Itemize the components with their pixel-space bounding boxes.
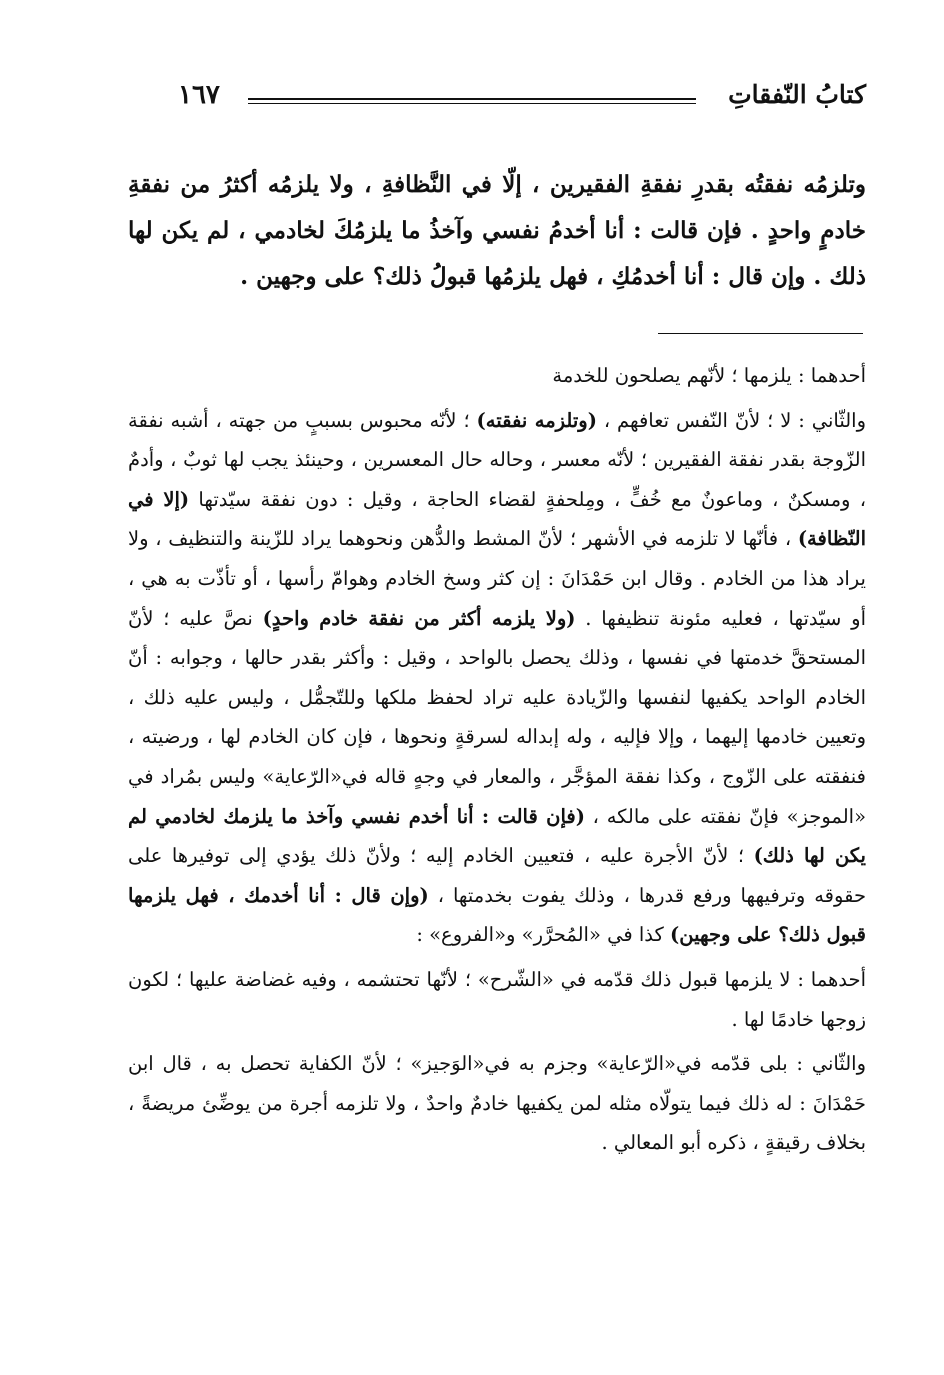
commentary-text: نصَّ عليه ؛ لأنّ المستحقَّ خدمتها في نفسها ، وذلك يحصل بالواحد ، وقيل : وأكثر بقدر حالها ، وجوابه : أنّ الخادم الواحد يكفيها لنفسها والزّيادة عليه تراد لحفظ ملكها وللتّجمُّل ، وليس عليه ذلك ، وتعيين خادمها إليهما ، وإلا فإليه ، وله إبداله لسرقةٍ ونحوها ، فإن كان الخادم لها ، ورضيته ، فنفقته على الزّوج ، وكذا نفقة المؤجَّر ، والمعار في وجهٍ قاله في«الرّعاية» وليس بمُراد في «الموجز» فإنّ نفقته على مالكه ، xyxy=(128,606,866,828)
quoted-matn-text: (إلا في النّظافة) xyxy=(128,487,866,551)
quoted-matn-text: (ولا يلزمه أكثر من نفقة خادم واحدٍ) xyxy=(262,606,576,630)
commentary-text: والثّاني : بلى قدّمه في«الرّعاية» وجزم به في«الوَجيز» ؛ لأنّ الكفاية تحصل به ، قال ابن حَمْدَانَ : له ذلك فيما يتولّاه مثله لمن يكفيها خادمٌ واحدٌ ، ولا تلزمه أجرة من يوضِّئ مريضةً ، بخلاف رقيقةٍ ، ذكره أبو المعالي . xyxy=(128,1052,866,1155)
page-header xyxy=(128,78,866,118)
footnote-divider xyxy=(658,333,863,334)
quoted-matn-text: (وتلزمه نفقته) xyxy=(476,408,597,432)
commentary-text: أحدهما : يلزمها ؛ لأنّهم يصلحون للخدمة xyxy=(552,364,866,387)
commentary-text: كذا في «المُحرَّر» و«الفروع» : xyxy=(416,923,671,947)
main-text: وتلزمُه نفقتُه بقدرِ نفقةِ الفقيرين ، إلّا في النَّظافةِ ، ولا يلزمُه أكثرُ من نفقةِ خادمٍ واحدٍ . فإن قالت : أنا أخدمُ نفسي وآخذُ ما يلزمُكَ لخادمي ، لم يكن لها ذلك . وإن قال : أنا أخدمُكِ ، فهل يلزمُها قبولُ ذلك؟ على وجهين . xyxy=(128,171,866,290)
commentary xyxy=(128,356,866,1163)
commentary-paragraph xyxy=(128,356,866,396)
book-title: كتابُ النّفقاتِ xyxy=(728,80,866,109)
page-number: ١٦٧ xyxy=(178,80,220,110)
header-rule xyxy=(248,98,696,104)
commentary-text: أحدهما : لا يلزمها قبول ذلك قدّمه في «الشّرح» ؛ لأنّها تحتشمه ، وفيه غضاضة عليها ؛ لكون زوجها خادمًا لها . xyxy=(128,967,866,1031)
commentary-text: ، فأنّها لا تلزمه في الأشهر ؛ لأنّ المشط والدُّهن ونحوهما يراد للزّينة والتنظيف ، ولا يراد هذا من الخادم . وقال ابن حَمْدَانَ : إن كثر وسخ الخادم وهوامّ رأسها ، أو تأذّت به هي ، أو سيّدتها ، فعليه مئونة تنظيفها . xyxy=(128,527,866,630)
quoted-matn-text: (فإن قالت : أنا أخدم نفسي وآخذ ما يلزمك لخادمي لم يكن لها ذلك) xyxy=(128,804,866,868)
commentary-paragraph xyxy=(128,960,866,1039)
commentary-text: ؛ لأنّه محبوس بسببٍ من جهته ، أشبه نفقة الزّوجة بقدر نفقة الفقيرين ؛ لأنّه معسر ، وحاله حال المعسرين ، وحينئذ يجب لها ثوبٌ ، وأدمٌ ، ومسكنٌ ، وماعونٌ مع خُفٍّ ، ومِلحفةٍ لقضاء الحاجة ، وقيل : دون نفقة سيّدتها xyxy=(128,408,866,511)
commentary-text: والثّاني : لا ؛ لأنّ النّفس تعافهم ، xyxy=(596,408,866,432)
commentary-paragraph xyxy=(128,401,866,955)
quoted-matn-text: (وإن قال : أنا أخدمك ، فهل يلزمها قبول ذلك؟ على وجهين) xyxy=(128,883,866,947)
commentary-text: ؛ لأنّ الأجرة عليه ، فتعيين الخادم إليه ؛ ولأنّ ذلك يؤدي إلى توفيرها على حقوقه وترفيهها ورفع قدرها ، وذلك يفوت بخدمتها ، xyxy=(128,844,866,907)
commentary-paragraph xyxy=(128,1044,866,1163)
